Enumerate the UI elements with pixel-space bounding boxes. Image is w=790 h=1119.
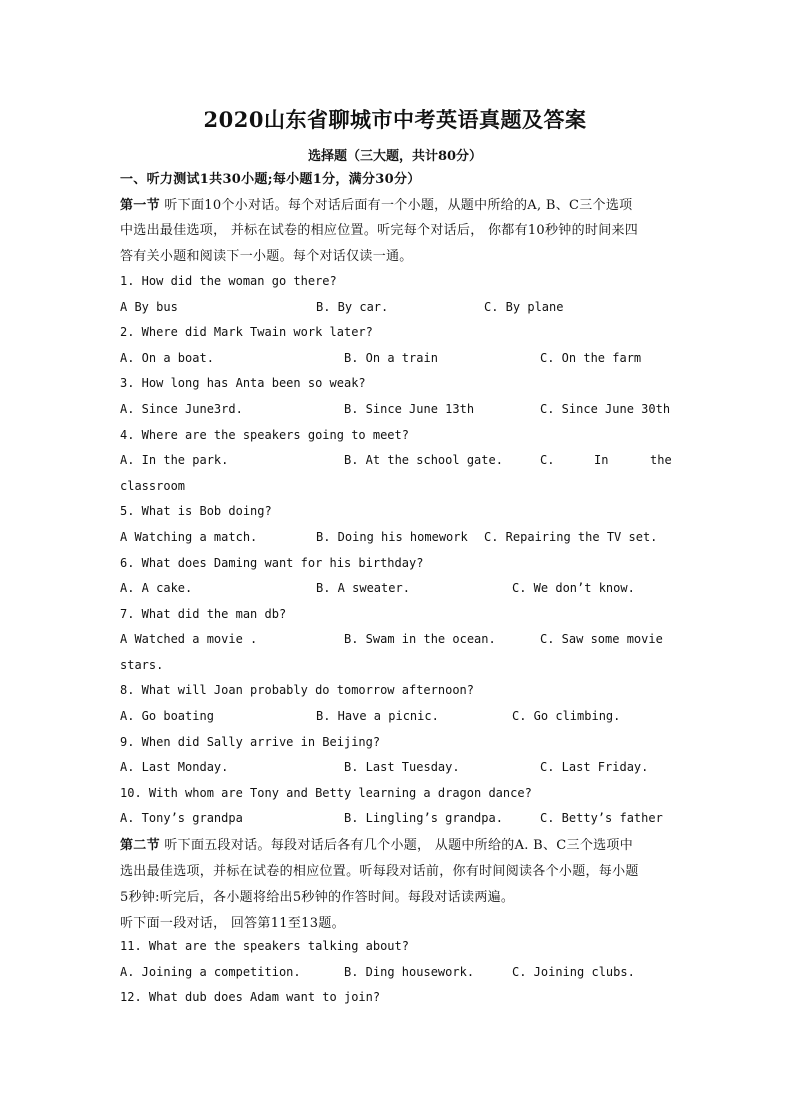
page-subtitle: 选择题（三大题，共计80分） (307, 149, 483, 164)
q8-option-b: B. Have a picnic. (316, 709, 439, 723)
part1-heading: 一、听力测试1共30小题;每小题1分，满分30分） (120, 172, 421, 187)
q8-option-c: C. Go climbing. (512, 709, 621, 723)
question-2: 2. Where did Mark Twain work later? (120, 325, 373, 339)
q4-option-b: B. At the school gate. (344, 453, 503, 467)
sec2-label: 第二节 (120, 838, 160, 853)
question-6: 6. What does Daming want for his birthday? (120, 556, 424, 570)
q3-option-b: B. Since June 13th (344, 402, 475, 416)
q4-option-a: A. In the park. (120, 453, 229, 467)
q4-option-c-word-1: In (594, 453, 609, 467)
q6-option-c: C. We don’t know. (512, 581, 635, 595)
q5-option-a: A Watching a match. (120, 530, 258, 544)
question-4: 4. Where are the speakers going to meet? (120, 428, 409, 442)
question-5: 5. What is Bob doing? (120, 504, 272, 518)
q6-option-a: A. A cake. (120, 581, 193, 595)
q2-option-c: C. On the farm (540, 351, 642, 365)
q9-option-b: B. Last Tuesday. (344, 760, 460, 774)
question-12: 12. What dub does Adam want to join? (120, 990, 381, 1004)
page-title: 2020山东省聊城市中考英语真题及答案 (203, 107, 587, 132)
q7-option-c-continued: stars. (120, 658, 164, 672)
q10-option-a: A. Tony’s grandpa (120, 811, 243, 825)
sec2-instruction: 听下面一段对话， 回答第11至13题。 (120, 916, 345, 931)
sec1-label: 第一节 (120, 198, 160, 213)
q4-option-c-label: C. (540, 453, 555, 467)
question-1: 1. How did the woman go there? (120, 274, 337, 288)
sec2-line-1: 第二节 听下面五段对话。每段对话后各有几个小题， 从题中所给的A. B、C三个选项中 (120, 838, 634, 853)
question-10: 10. With whom are Tony and Betty learning a dragon dance? (120, 786, 532, 800)
q4-option-c-continued: classroom (120, 479, 186, 493)
question-8: 8. What will Joan probably do tomorrow afternoon? (120, 683, 475, 697)
question-7: 7. What did the man db? (120, 607, 287, 621)
question-9: 9. When did Sally arrive in Beijing? (120, 735, 381, 749)
sec1-line-1: 第一节 听下面10个小对话。每个对话后面有一个小题，从题中所给的A, B、C三个选项 (120, 198, 633, 213)
q6-option-b: B. A sweater. (316, 581, 410, 595)
sec1-line-3: 答有关小题和阅读下一小题。每个对话仅读一通。 (120, 249, 413, 264)
q8-option-a: A. Go boating (120, 709, 214, 723)
sec2-line-3: 5秒钟:听完后，各小题将给出5秒钟的作答时间。每段对话读两遍。 (120, 890, 515, 905)
question-3: 3. How long has Anta been so weak? (120, 376, 366, 390)
q10-option-b: B. Lingling’s grandpa. (344, 811, 503, 825)
q2-option-a: A. On a boat. (120, 351, 214, 365)
q3-option-a: A. Since June3rd. (120, 402, 243, 416)
q3-option-c: C. Since June 30th (540, 402, 671, 416)
q7-option-a: A Watched a movie . (120, 632, 258, 646)
q5-option-b: B. Doing his homework (316, 530, 468, 544)
q7-option-b: B. Swam in the ocean. (344, 632, 496, 646)
q11-option-a: A. Joining a competition. (120, 965, 301, 979)
q1-option-c: C. By plane (484, 300, 564, 314)
q7-option-c: C. Saw some movie (540, 632, 663, 646)
q1-option-b: B. By car. (316, 300, 389, 314)
question-11: 11. What are the speakers talking about? (120, 939, 409, 953)
q1-option-a: A By bus (120, 300, 178, 314)
q4-option-c-word-2: the (650, 453, 672, 467)
q9-option-c: C. Last Friday. (540, 760, 649, 774)
sec1-line-2: 中选出最佳选项， 并标在试卷的相应位置。听完每个对话后， 你都有10秒钟的时间来四 (120, 223, 639, 238)
sec2-line-2: 选出最佳选项，并标在试卷的相应位置。听每段对话前，你有时间阅读各个小题，每小题 (120, 864, 639, 879)
q11-option-c: C. Joining clubs. (512, 965, 635, 979)
q11-option-b: B. Ding housework. (344, 965, 475, 979)
q2-option-b: B. On a train (344, 351, 438, 365)
q5-option-c: C. Repairing the TV set. (484, 530, 658, 544)
q9-option-a: A. Last Monday. (120, 760, 229, 774)
q10-option-c: C. Betty’s father (540, 811, 663, 825)
